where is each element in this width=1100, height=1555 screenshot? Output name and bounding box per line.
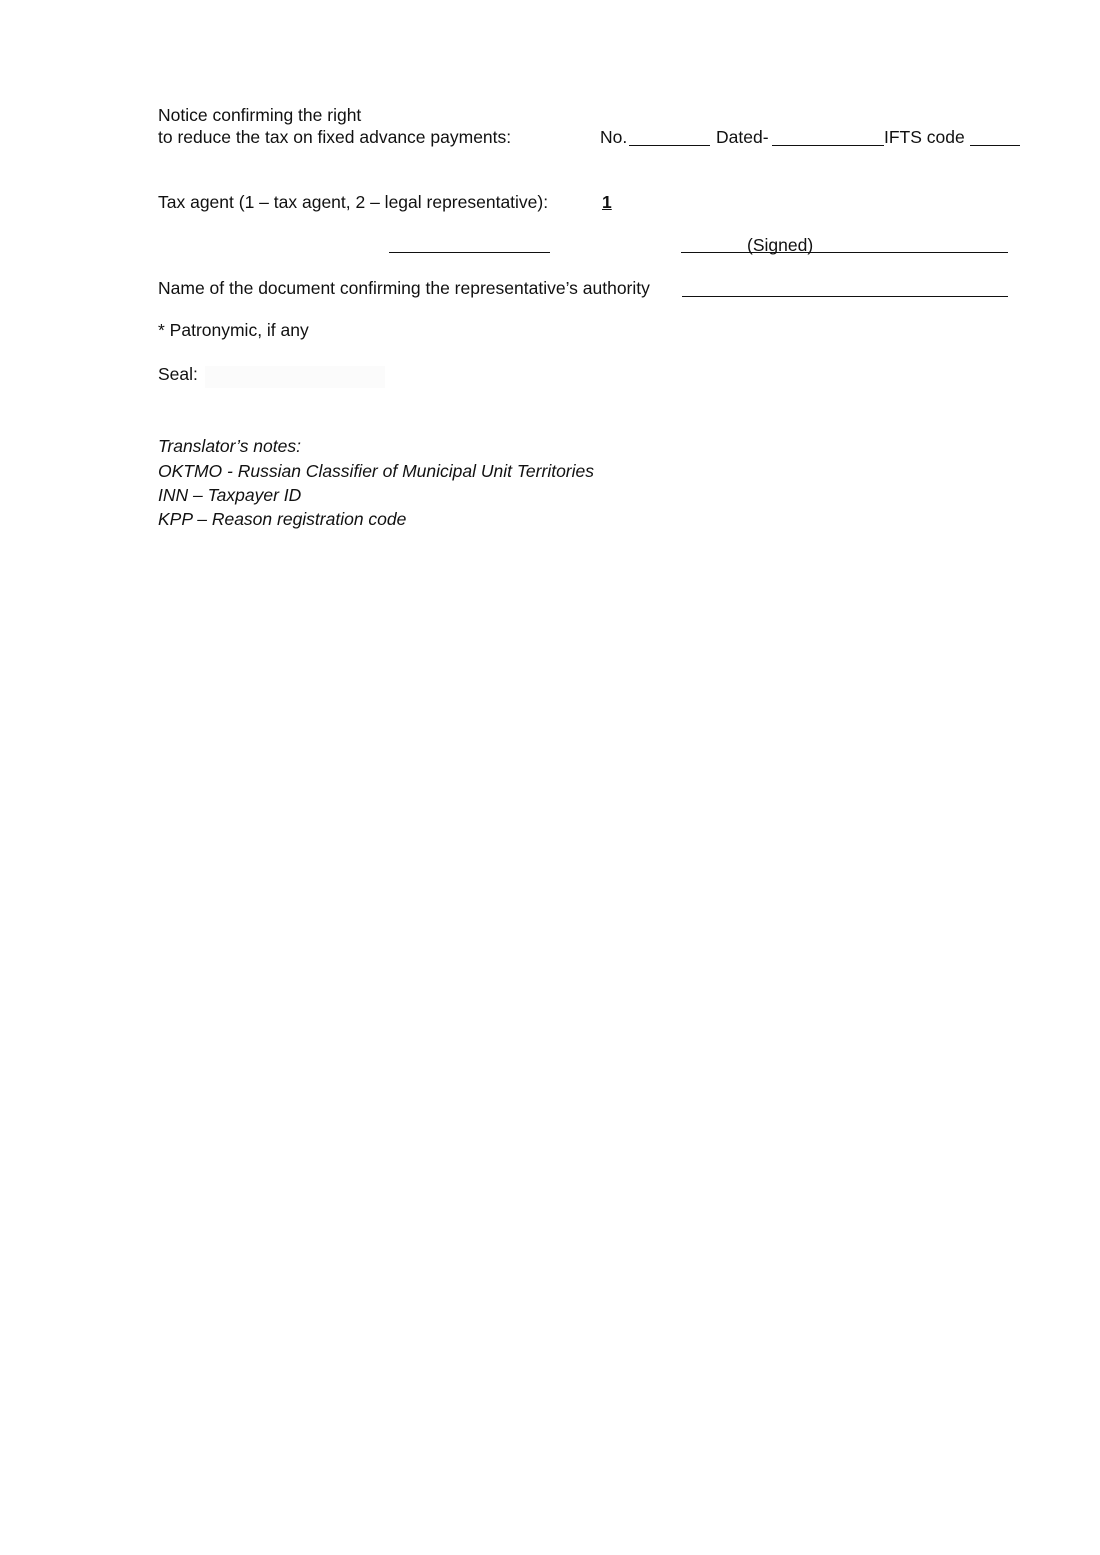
signature-line-left[interactable] bbox=[389, 252, 550, 253]
signature-line-right[interactable] bbox=[681, 252, 1008, 253]
notice-title-line2: to reduce the tax on fixed advance payments: bbox=[158, 127, 512, 147]
signed-text: (Signed) bbox=[747, 235, 814, 255]
notice-title-line1: Notice confirming the right bbox=[158, 105, 362, 125]
authority-document-blank[interactable] bbox=[682, 296, 1008, 297]
authority-document-label: Name of the document confirming the representative’s authority bbox=[158, 278, 650, 298]
notice-ifts-code-label: IFTS code bbox=[884, 127, 965, 147]
notice-number-label: No. bbox=[600, 127, 628, 147]
notice-dated-blank[interactable] bbox=[772, 145, 884, 146]
translator-note-inn: INN – Taxpayer ID bbox=[158, 485, 302, 505]
tax-agent-label: Tax agent (1 – tax agent, 2 – legal representative): bbox=[158, 192, 549, 212]
notice-ifts-code-blank[interactable] bbox=[970, 145, 1020, 146]
notice-number-blank[interactable] bbox=[629, 145, 710, 146]
tax-agent-value: 1 bbox=[602, 192, 612, 212]
notice-dated-label: Dated- bbox=[716, 127, 769, 147]
seal-label: Seal: bbox=[158, 364, 198, 384]
seal-placeholder bbox=[205, 366, 385, 388]
translator-notes-heading: Translator’s notes: bbox=[158, 436, 301, 456]
patronymic-footnote: * Patronymic, if any bbox=[158, 320, 309, 340]
translator-note-kpp: KPP – Reason registration code bbox=[158, 509, 407, 529]
translator-note-oktmo: OKTMO - Russian Classifier of Municipal Unit Territories bbox=[158, 461, 594, 481]
